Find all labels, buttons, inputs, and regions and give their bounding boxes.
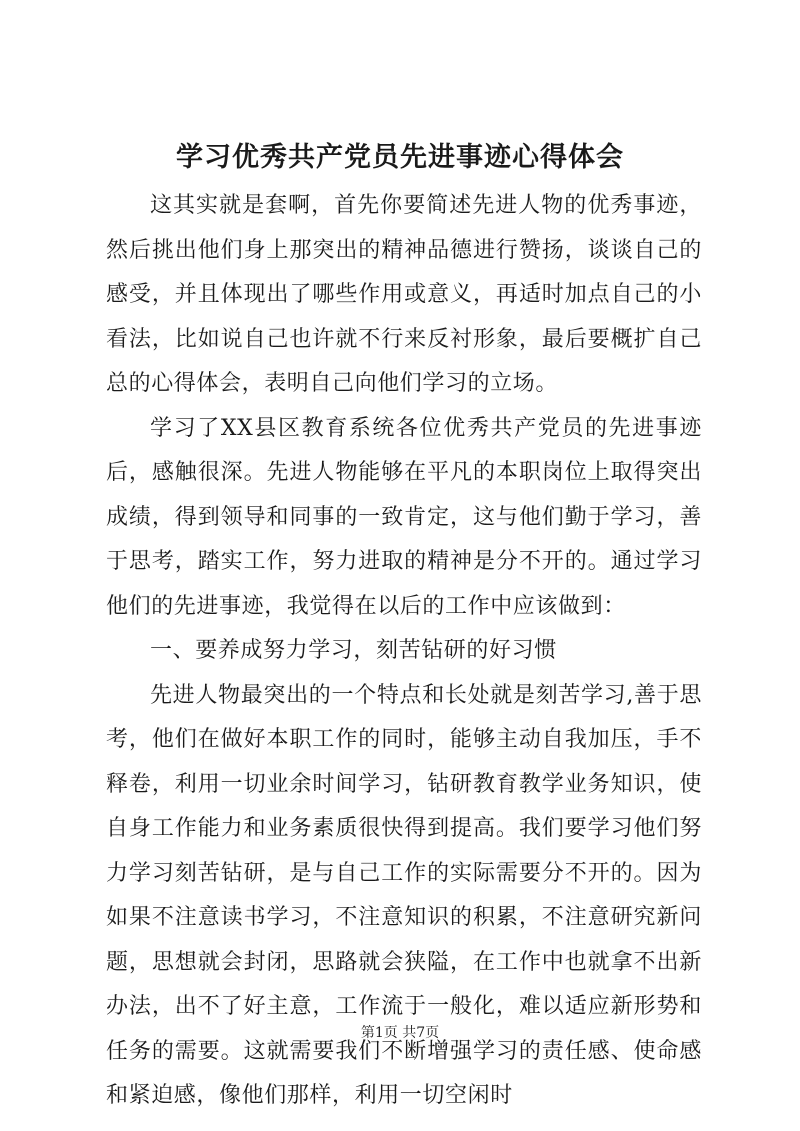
paragraph-intro: 这其实就是套啊，首先你要简述先进人物的优秀事迹，然后挑出他们身上那突出的精神品德进行赞扬，谈谈自己的感受，并且体现出了哪些作用或意义，再适时加点自己的小看法，比如说自己也许就不行来反衬形象，最后要概扩自己总的心得体会，表明自己向他们学习的立场。: [106, 193, 702, 396]
paragraph-reflection: 学习了XX县区教育系统各位优秀共产党员的先进事迹后，感触很深。先进人物能够在平凡的本职岗位上取得突出成绩，得到领导和同事的一致肯定，这与他们勤于学习，善于思考，踏实工作，努力进取的精神是分不开的。通过学习他们的先进事迹，我觉得在以后的工作中应该做到：: [106, 415, 702, 619]
paragraph-study: 先进人物最突出的一个特点和长处就是刻苦学习,善于思考，他们在做好本职工作的同时，能够主动自我加压，手不释卷，利用一切业余时间学习，钻研教育教学业务知识，使自身工作能力和业务素质很快得到提高。我们要学习他们努力学习刻苦钻研，是与自己工作的实际需要分不开的。因为如果不注意读书学习，不注意知识的积累，不注意研究新问题，思想就会封闭，思路就会狭隘，在工作中也就拿不出新办法，出不了好主意，工作流于一般化，难以适应新形势和任务的需要。这就需要我们不断增强学习的责任感、使命感和紧迫感，像他们那样，利用一切空闲时: [106, 682, 702, 1108]
section-heading: 一、要养成努力学习，刻苦钻研的好习惯: [150, 638, 557, 663]
document-body: [106, 184, 702, 1119]
page-number-footer: 第1页 共7页: [360, 1025, 440, 1041]
document-title: 学习优秀共产党员先进事迹心得体会: [176, 142, 624, 173]
